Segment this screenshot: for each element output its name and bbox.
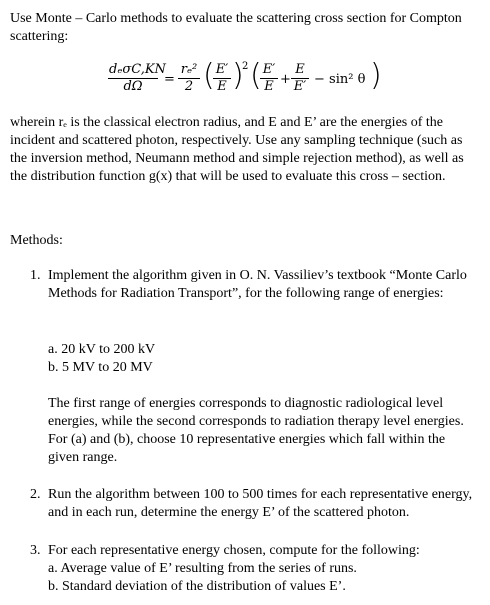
- list-item-3: [30, 542, 480, 598]
- description-paragraph: wherein rₑ is the classical electron radius, and E and E’ are the energies of the incident and scattered photon, respectively. Use any sampling technique (such as the inversion method, Neumann method and simple rejection method), as well as the distribution function g(x) that will be used to evaluate this cross – section.: [10, 115, 464, 184]
- term-a-numerator: E′: [260, 62, 278, 79]
- item-2-text: Run the algorithm between 100 to 500 times for each representative energy, and in each run, determine the energy E’ of the scattered photon.: [48, 487, 473, 520]
- methods-heading: Methods:: [10, 233, 63, 248]
- coefficient-denominator: 2: [184, 79, 194, 94]
- left-paren-1: (: [203, 58, 215, 93]
- left-paren-2: (: [250, 58, 262, 93]
- item-1-note: The first range of energies corresponds to diagnostic radiological level energies, while the second corresponds to radiation therapy level energies. For (a) and (b), choose 10 representative energies which fall within the given range.: [48, 396, 464, 465]
- item-3-sub-a: a. Average value of E’ resulting from the series of runs.: [48, 561, 357, 576]
- lhs-numerator: dₑσC,KN: [109, 62, 166, 77]
- coefficient-fraction: [178, 62, 200, 95]
- right-paren-2: ): [370, 58, 382, 93]
- item-1-text: Implement the algorithm given in O. N. Vassiliev’s textbook “Monte Carlo Methods for Radiation Transport”, for the following range of energies:: [48, 268, 467, 301]
- coefficient-numerator: rₑ²: [178, 62, 200, 79]
- ratio-denominator: E: [217, 79, 227, 94]
- item-1-number: 1.: [30, 268, 41, 283]
- item-3-text: For each representative energy chosen, compute for the following:: [48, 543, 420, 558]
- intro-paragraph: Use Monte – Carlo methods to evaluate the scattering cross section for Compton scattering:: [10, 11, 462, 44]
- term-b-fraction: [291, 62, 309, 95]
- item-1-sub-a: a. 20 kV to 200 kV: [48, 342, 156, 357]
- list-item-1: [30, 267, 480, 467]
- item-2-number: 2.: [30, 487, 41, 502]
- right-paren-1: ): [232, 58, 244, 93]
- equals-sign: =: [164, 72, 175, 87]
- item-1-sub-b: b. 5 MV to 20 MV: [48, 360, 153, 375]
- item-3-number: 3.: [30, 543, 41, 558]
- compton-cross-section-formula: [108, 58, 388, 110]
- minus-sine-term: − sin² θ: [314, 72, 366, 87]
- term-b-numerator: E: [291, 62, 309, 79]
- ratio-fraction: [213, 62, 231, 95]
- item-3-sub-b: b. Standard deviation of the distribution of values E’.: [48, 579, 346, 594]
- ratio-numerator: E′: [213, 62, 231, 79]
- list-item-2: [30, 486, 480, 542]
- term-a-denominator: E: [264, 79, 274, 94]
- plus-sign: +: [280, 72, 291, 87]
- term-b-denominator: E′: [293, 79, 307, 94]
- term-a-fraction: [260, 62, 278, 95]
- lhs-denominator: dΩ: [123, 79, 143, 94]
- exponent: 2: [242, 61, 249, 72]
- lhs-fraction: [108, 62, 166, 95]
